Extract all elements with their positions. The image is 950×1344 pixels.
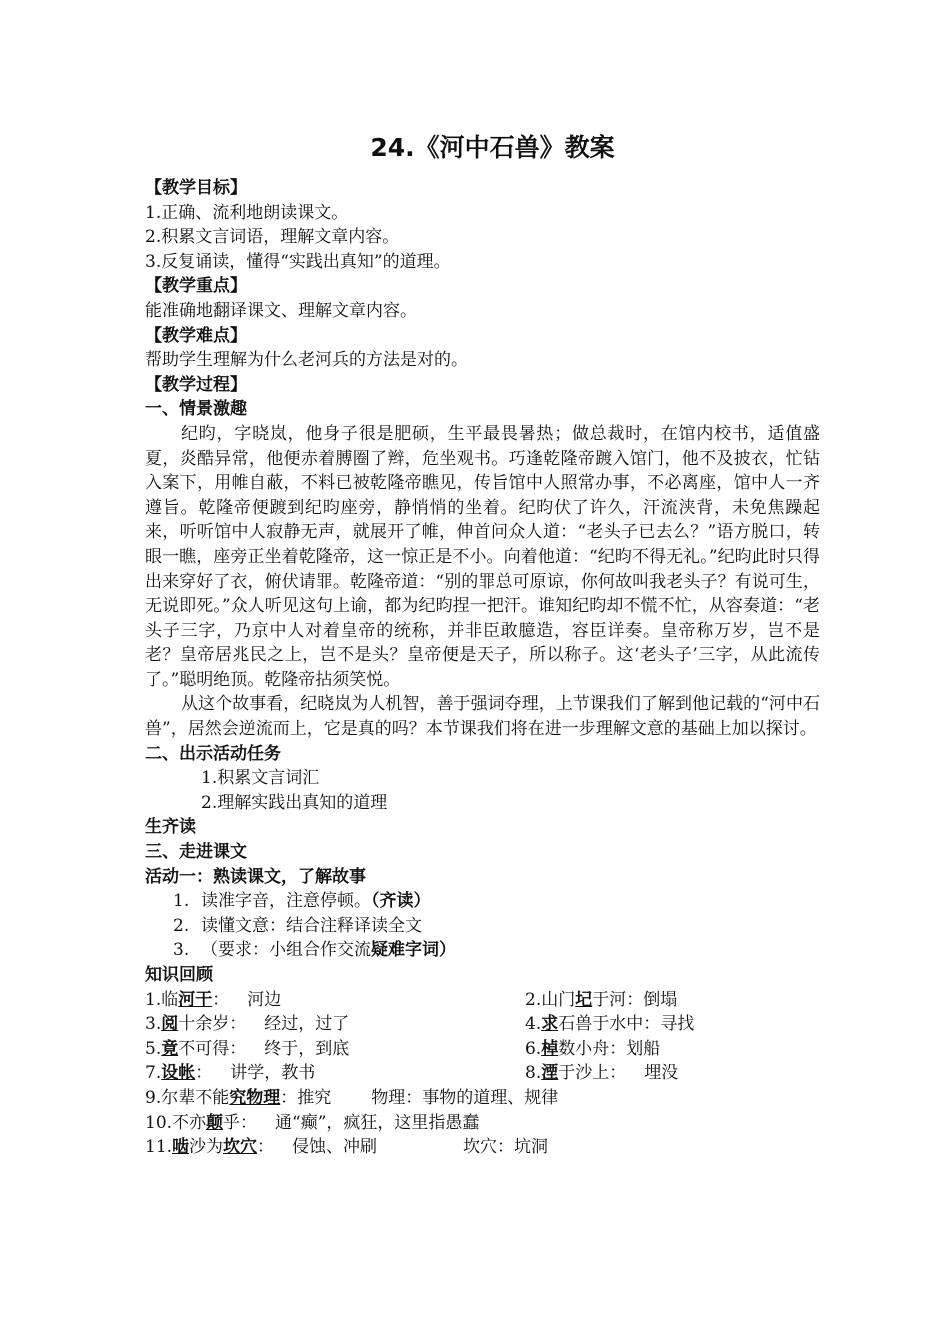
review-heading: 知识回顾 (145, 965, 213, 985)
focus-text: 能准确地翻译课文、理解文章内容。 (145, 300, 417, 321)
review-row (145, 988, 820, 1013)
review-term: 9.尔辈不能究物理：推究 物理：事物的道理、规律 (145, 1087, 559, 1108)
step-item: 3. （要求：小组合作交流疑难字词） (173, 940, 456, 961)
goal-item: 3.反复诵读，懂得“实践出真知”的道理。 (145, 251, 451, 272)
intro-paragraph: 从这个故事看，纪晓岚为人机智，善于强词夺理，上节课我们了解到他记载的“河中石兽”，居然会逆流而上，它是真的吗？本节课我们将在进一步理解文意的基础上加以探讨。 (145, 694, 820, 740)
process-heading: 【教学过程】 (145, 374, 247, 395)
review-term: 11.啮沙为坎穴： 侵蚀、冲刷 坎穴：坑洞 (145, 1137, 549, 1158)
story-paragraph: 纪昀，字晓岚，他身子很是肥硕，生平最畏暑热；做总裁时，在馆内校书，适值盛夏，炎酷异常，他便赤着膊圈了辫，危坐观书。巧逢乾隆帝踱入馆门，他不及披衣，忙钻入案下，用帷自蔽，不料已被乾隆帝瞧见，传旨馆中人照常办事，不必离座，馆中人一齐遵旨。乾隆帝便踱到纪昀座旁，静悄悄的坐着。纪昀伏了许久，汗流浃背，未免焦躁起来，听听馆中人寂静无声，就展开了帷，伸首问众人道：“老头子已去么？”语方脱口，转眼一瞧，座旁正坐着乾隆帝，这一惊正是不小。向着他道：“纪昀不得无礼。”纪昀此时只得出来穿好了衣，俯伏请罪。乾隆帝道：“别的罪总可原谅，你何故叫我老头子？有说可生，无说即死。”众人听见这句上谕，都为纪昀捏一把汗。谁知纪昀却不慌不忙，从容奏道：“老头子三字，乃京中人对着皇帝的统称，并非臣敢臆造，容臣详奏。皇帝称万岁，岂不是老？皇帝居兆民之上，岂不是头？皇帝便是天子，所以称子。这‘老头子’三字，从此流传了。”聪明绝顶。乾隆帝拈须笑悦。 (145, 423, 820, 690)
difficulty-heading: 【教学难点】 (145, 325, 247, 346)
review-term: 2.山门圮于河：倒塌 (525, 989, 678, 1010)
review-term: 6.棹数小舟：划船 (525, 1038, 661, 1059)
goal-heading: 【教学目标】 (145, 178, 247, 198)
review-term: 10.不亦颠乎： 通“癫”，疯狂，这里指愚蠢 (145, 1112, 480, 1133)
goal-item: 2.积累文言词语，理解文章内容。 (145, 227, 400, 248)
task-item: 1.积累文言词汇 (201, 768, 320, 789)
review-term: 8.湮于沙上： 埋没 (525, 1063, 679, 1084)
step-item: 2. 读懂文意：结合注释译读全文 (173, 915, 422, 936)
goal-item: 1.正确、流利地朗读课文。 (145, 202, 349, 223)
section-heading: 一、情景激趣 (145, 399, 247, 420)
review-row (145, 1061, 820, 1086)
difficulty-text: 帮助学生理解为什么老河兵的方法是对的。 (145, 350, 468, 371)
activity-heading: 活动一：熟读课文，了解故事 (145, 866, 366, 887)
review-term: 5.竟不可得： 终于，到底 (145, 1038, 350, 1059)
step-item: 1. 读准字音，注意停顿。（齐读） (173, 891, 431, 912)
task-item: 2.理解实践出真知的道理 (201, 792, 388, 813)
section-heading: 三、走进课文 (145, 842, 247, 863)
read-label: 生齐读 (145, 817, 196, 838)
review-term: 3.阅十余岁： 经过，过了 (145, 1014, 350, 1035)
review-row (145, 1012, 820, 1037)
focus-heading: 【教学重点】 (145, 276, 247, 297)
section-heading: 二、出示活动任务 (145, 743, 281, 764)
review-term: 1.临河干： 河边 (145, 989, 282, 1010)
review-term: 7.设帐： 讲学，教书 (145, 1063, 316, 1084)
page-title: 24.《河中石兽》教案 (370, 133, 615, 162)
review-row (145, 1037, 820, 1062)
review-term: 4.求石兽于水中：寻找 (525, 1014, 695, 1035)
